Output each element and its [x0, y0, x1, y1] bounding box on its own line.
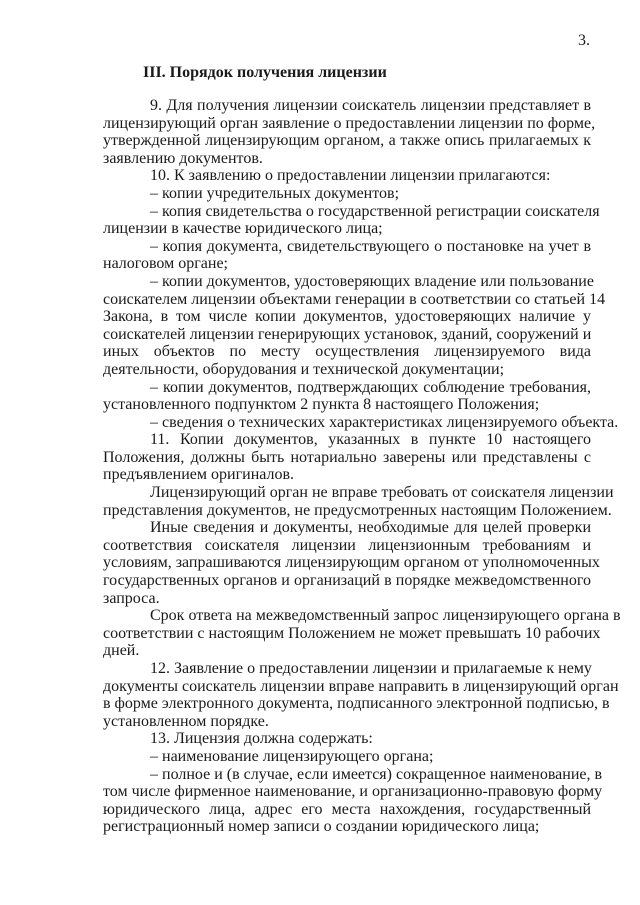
text-line: – копии документов, подтверждающих соблюдение требования,	[150, 378, 591, 396]
text-line: Закона, в том числе копии документов, удостоверяющих наличие у	[103, 308, 591, 326]
document-body	[103, 97, 621, 836]
text-line: государственных органов и организаций в порядке межведомственного	[103, 572, 591, 590]
text-line: – наименование лицензирующего органа;	[150, 747, 434, 765]
text-line: – копия документа, свидетельствующего о постановке на учет в	[150, 237, 591, 255]
text-line: установленном порядке.	[103, 712, 269, 730]
text-line: налоговом органе;	[103, 255, 228, 273]
text-line: Иные сведения и документы, необходимые для целей проверки	[150, 519, 591, 537]
text-line: – копия свидетельства о государственной регистрации соискателя	[150, 202, 600, 220]
paragraph	[103, 519, 600, 607]
text-line: – копии документов, удостоверяющих владение или пользование	[150, 272, 594, 290]
text-line: юридического лица, адрес его места нахождения, государственный	[103, 800, 591, 818]
paragraph	[103, 272, 606, 379]
text-line: – копии учредительных документов;	[150, 184, 400, 202]
text-line: соискателей лицензии генерирующих установок, зданий, сооружений и	[103, 325, 592, 343]
paragraph	[103, 185, 591, 203]
text-line: – полное и (в случае, если имеется) сокращенное наименование, в	[150, 765, 603, 783]
text-line: соответствии с настоящим Положением не может превышать 10 рабочих	[103, 624, 601, 642]
text-line: в форме электронного документа, подписанного электронной подписью, в	[103, 695, 610, 713]
text-line: 12. Заявление о предоставлении лицензии и прилагаемые к нему	[150, 660, 592, 677]
paragraph	[103, 202, 600, 238]
paragraph	[103, 431, 591, 484]
text-line: Положения, должны быть нотариально заверены или представлены с	[103, 448, 591, 466]
paragraph	[103, 660, 619, 730]
text-line: документы соискатель лицензии вправе направить в лицензирующий орган	[103, 677, 619, 695]
text-line: утвержденной лицензирующим органом, а также опись прилагаемых к	[103, 132, 591, 150]
section-heading: III. Порядок получения лицензии	[143, 64, 387, 81]
text-line: представления документов, не предусмотренных настоящим Положением.	[103, 501, 612, 519]
text-line: соответствия соискателя лицензии лицензионным требованиям и	[103, 536, 591, 554]
text-line: – сведения о технических характеристиках лицензируемого объекта.	[150, 413, 619, 431]
text-line: том числе фирменное наименование, и организационно-правовую форму	[103, 783, 603, 801]
text-line: заявлению документов.	[103, 149, 263, 167]
paragraph	[103, 379, 591, 414]
paragraph	[103, 765, 603, 836]
paragraph	[103, 413, 619, 432]
paragraph	[103, 748, 591, 766]
text-line: 10. К заявлению о предоставлении лицензии прилагаются:	[150, 167, 551, 185]
text-line: установленного подпунктом 2 пункта 8 настоящего Положения;	[103, 396, 540, 414]
text-line: дней.	[103, 642, 140, 660]
text-line: 11. Копии документов, указанных в пункте 10 настоящего	[150, 431, 591, 449]
text-line: 9. Для получения лицензии соискатель лицензии представляет в	[150, 97, 591, 114]
paragraph	[103, 167, 591, 185]
paragraph	[103, 97, 596, 167]
text-line: иных объектов по месту осуществления лицензируемого вида	[103, 343, 591, 361]
text-line: деятельности, оборудования и технической документации;	[103, 360, 505, 378]
text-line: лицензии в качестве юридического лица;	[103, 220, 383, 238]
paragraph	[103, 238, 591, 273]
page-number: 3.	[578, 32, 590, 49]
text-line: соискателем лицензии объектами генерации в соответствии со статьей 14	[103, 290, 606, 308]
paragraph	[103, 730, 591, 748]
text-line: Лицензирующий орган не вправе требовать от соискателя лицензии	[150, 484, 614, 502]
text-line: Срок ответа на межведомственный запрос лицензирующего органа в	[150, 607, 621, 625]
text-line: 13. Лицензия должна содержать:	[150, 730, 373, 748]
text-line: условиям, запрашиваются лицензирующим органом от уполномоченных	[103, 554, 600, 572]
text-line: лицензирующий орган заявление о предоставлении лицензии по форме,	[103, 114, 596, 132]
paragraph	[103, 484, 614, 519]
text-line: предъявлением оригиналов.	[103, 466, 295, 484]
text-line: запроса.	[103, 589, 160, 607]
text-line: регистрационный номер записи о создании юридического лица;	[103, 818, 540, 836]
paragraph	[103, 607, 621, 660]
